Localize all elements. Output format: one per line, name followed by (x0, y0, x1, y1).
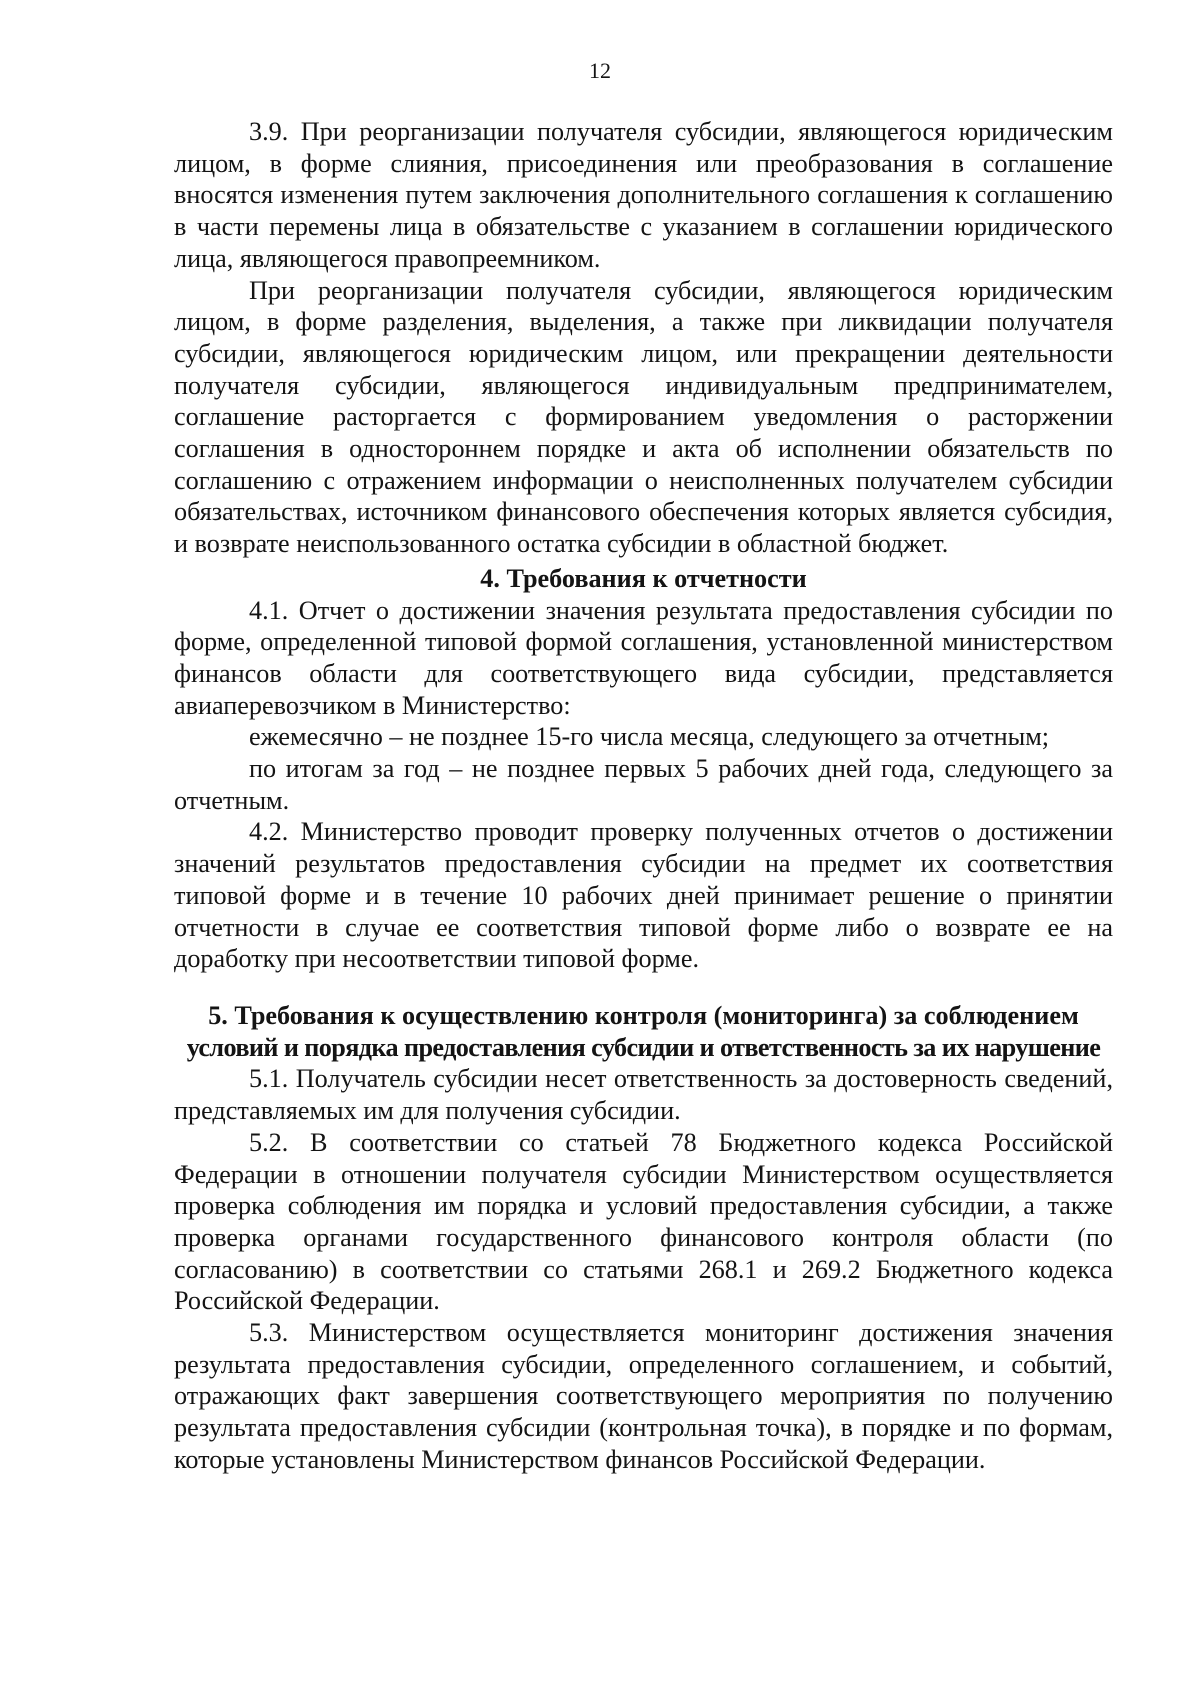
page-number: 12 (589, 58, 611, 83)
section-5-heading (174, 1000, 1113, 1063)
section-5-heading-line-2: условий и порядка предоставления субсидии и ответственность за их нарушение (186, 1032, 1101, 1062)
section-4-heading: 4. Требования к отчетности (480, 563, 807, 593)
paragraph-5-2: 5.2. В соответствии со статьей 78 Бюджетного кодекса Российской Федерации в отношении получателя субсидии Министерством осуществляется проверка соблюдения им порядка и условий предоставления субсидии, а также проверка органами государственного финансового контроля области (по согласованию) в соответствии со статьями 268.1 и 269.2 Бюджетного кодекса Российской Федерации. (174, 1127, 1113, 1316)
paragraph-4-1-yearly: по итогам за год – не позднее первых 5 рабочих дней года, следующего за отчетным. (174, 754, 1113, 815)
paragraph-3-9-continuation: При реорганизации получателя субсидии, являющегося юридическим лицом, в форме разделения, выделения, а также при ликвидации получателя субсидии, являющегося юридическим лицом, или прекращении деятельности получателя субсидии, являющегося индивидуальным предпринимателем, соглашение расторгается с формированием уведомления о расторжении соглашения в одностороннем порядке и акта об исполнении обязательств по соглашению с отражением информации о неисполненных получателем субсидии обязательствах, источником финансового обеспечения которых является субсидия, и возврате неиспользованного остатка субсидии в областной бюджет. (174, 275, 1113, 559)
paragraph-4-1-monthly: ежемесячно – не позднее 15-го числа месяца, следующего за отчетным; (249, 722, 1050, 752)
paragraph-5-1: 5.1. Получатель субсидии несет ответственность за достоверность сведений, представляемых им для получения субсидии. (174, 1064, 1113, 1126)
paragraph-4-2: 4.2. Министерство проводит проверку полученных отчетов о достижении значений результатов предоставления субсидии на предмет их соответствия типовой форме и в течение 10 рабочих дней принимает решение о принятии отчетности в случае ее соответствия типовой форме либо о возврате ее на доработку при несоответствии типовой форме. (174, 817, 1113, 974)
document-body (174, 116, 1113, 1476)
paragraph-5-3: 5.3. Министерством осуществляется мониторинг достижения значения результата предоставления субсидии, определенного соглашением, и событий, отражающих факт завершения соответствующего мероприятия по получению результата предоставления субсидии (контрольная точка), в порядке и по формам, которые установлены Министерством финансов Российской Федерации. (174, 1318, 1113, 1474)
paragraph-3-9: 3.9. При реорганизации получателя субсидии, являющегося юридическим лицом, в форме слияния, присоединения или преобразования в соглашение вносятся изменения путем заключения дополнительного соглашения к соглашению в части перемены лица в обязательстве с указанием в соглашении юридического лица, являющегося правопреемником. (174, 117, 1113, 273)
paragraph-4-1: 4.1. Отчет о достижении значения результата предоставления субсидии по форме, определенной типовой формой соглашения, установленной министерством финансов области для соответствующего вида субсидии, представляется авиаперевозчиком в Министерство: (174, 595, 1113, 720)
section-5-heading-line-1: 5. Требования к осуществлению контроля (мониторинга) за соблюдением (208, 1000, 1079, 1030)
